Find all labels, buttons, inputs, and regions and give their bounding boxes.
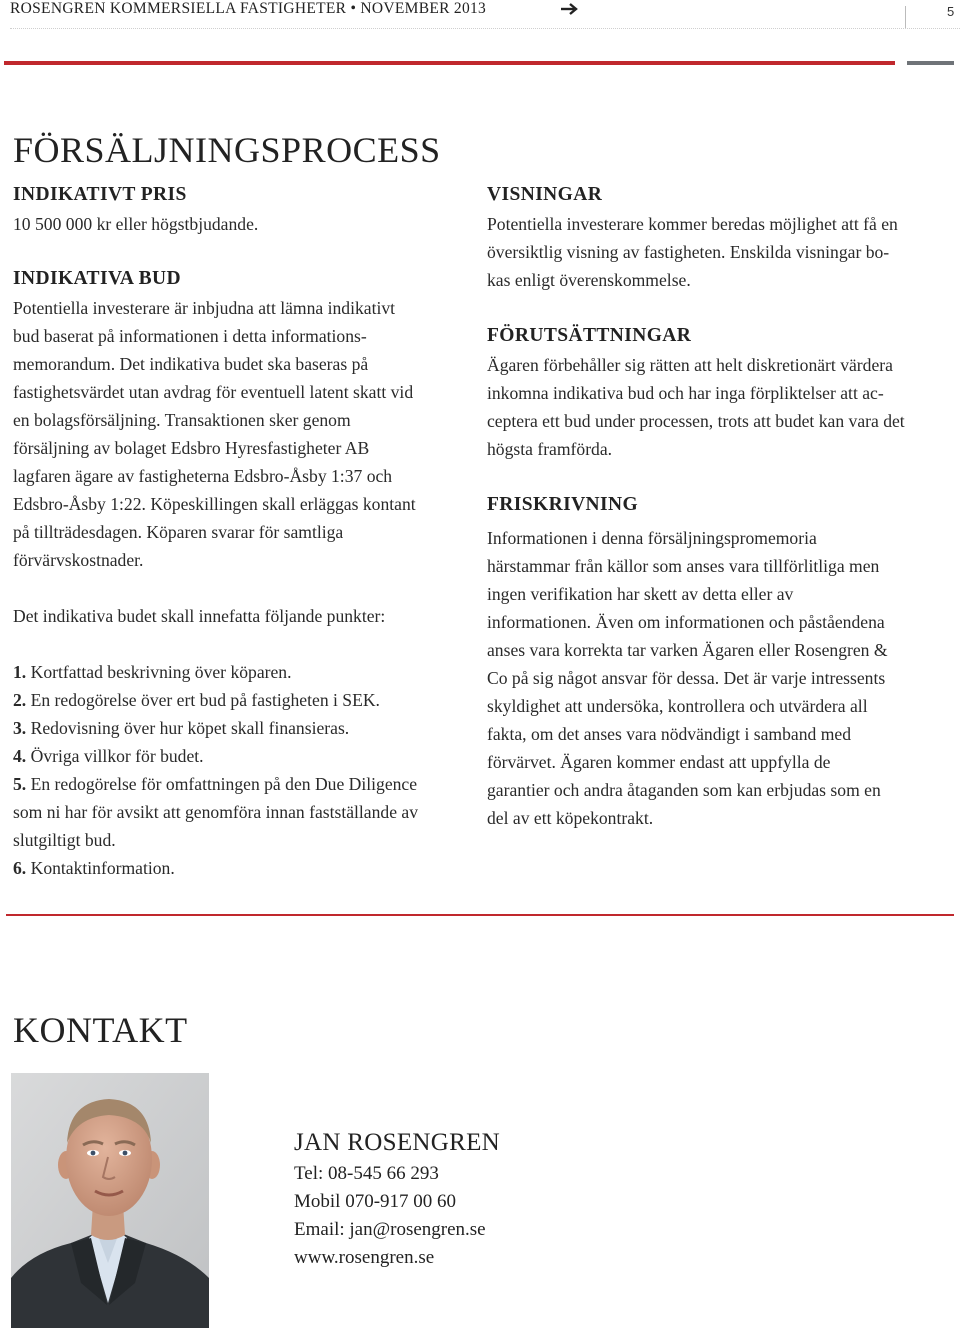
top-red-rule bbox=[4, 61, 895, 65]
paragraph-line: Informationen i denna försäljningspromemoria bbox=[487, 528, 817, 548]
heading-forutsattningar: FÖRUTSÄTTNINGAR bbox=[487, 325, 692, 346]
top-gray-rule bbox=[907, 61, 954, 65]
paragraph-line: del av ett köpekontrakt. bbox=[487, 808, 654, 828]
paragraph-line: försäljning av bolaget Edsbro Hyresfastigheter AB bbox=[13, 438, 370, 458]
paragraph-line: ceptera ett bud under processen, trots att budet kan vara det bbox=[487, 411, 905, 431]
paragraph-line: garantier och andra åtaganden som kan erbjudas som en bbox=[487, 780, 881, 800]
contact-phone[interactable]: Tel: 08-545 66 293 bbox=[294, 1163, 439, 1184]
paragraph-line: bud baserat på informationen i detta informations- bbox=[13, 326, 367, 346]
contact-mobile[interactable]: Mobil 070-917 00 60 bbox=[294, 1191, 457, 1212]
paragraph-line: ingen verifikation har skett av detta eller av bbox=[487, 584, 794, 604]
section-divider bbox=[6, 914, 954, 916]
list-item: 4. Övriga villkor för budet. bbox=[13, 746, 204, 766]
page-number: 5 bbox=[947, 4, 955, 19]
paragraph-line: Potentiella investerare är inbjudna att lämna indikativt bbox=[13, 298, 396, 318]
paragraph-line: översiktlig visning av fastigheten. Enskilda visningar bo- bbox=[487, 242, 890, 262]
header-divider bbox=[905, 6, 906, 28]
header-title: ROSENGREN KOMMERSIELLA FASTIGHETER • NOVEMBER 2013 bbox=[10, 0, 487, 17]
left-column bbox=[13, 180, 463, 882]
price-text: 10 500 000 kr eller högstbjudande. bbox=[13, 214, 259, 234]
arrow-right-icon[interactable] bbox=[560, 2, 580, 16]
right-column bbox=[487, 180, 935, 832]
contact-photo bbox=[11, 1073, 209, 1328]
paragraph-line: kas enligt överenskommelse. bbox=[487, 270, 691, 290]
paragraph-line: härstammar från källor som anses vara tillförlitliga men bbox=[487, 556, 880, 576]
heading-visningar: VISNINGAR bbox=[487, 184, 603, 205]
header-dotted-rule bbox=[10, 28, 960, 29]
paragraph-line: Potentiella investerare kommer beredas möjlighet att få en bbox=[487, 214, 898, 234]
paragraph-line: högsta framförda. bbox=[487, 439, 613, 459]
paragraph-line: skyldighet att undersöka, kontrollera och utvärdera all bbox=[487, 696, 868, 716]
list-item-continuation: som ni har för avsikt att genomföra innan fastställande av bbox=[13, 802, 419, 822]
heading-indikativa-bud: INDIKATIVA BUD bbox=[13, 268, 181, 289]
requirements-list bbox=[13, 658, 463, 882]
paragraph-line: lagfaren ägare av fastigheterna Edsbro-Åsby 1:37 och bbox=[13, 466, 393, 486]
heading-indikativt-pris: INDIKATIVT PRIS bbox=[13, 184, 187, 205]
list-item-continuation: slutgiltigt bud. bbox=[13, 830, 116, 850]
paragraph-line: inkomna indikativa bud och har inga förpliktelser att ac- bbox=[487, 383, 884, 403]
contact-info bbox=[294, 1126, 694, 1272]
paragraph-line: anses vara korrekta tar varken Ägaren eller Rosengren & bbox=[487, 640, 888, 660]
paragraph-line: förvärvet. Ägaren kommer endast att uppfylla de bbox=[487, 752, 831, 772]
paragraph-line: informationen. Även om informationen och påståendena bbox=[487, 612, 885, 632]
list-intro: Det indikativa budet skall innefatta följande punkter: bbox=[13, 606, 386, 626]
contact-name: JAN ROSENGREN bbox=[294, 1129, 500, 1156]
contact-title: KONTAKT bbox=[13, 1010, 188, 1050]
contact-email[interactable]: Email: jan@rosengren.se bbox=[294, 1219, 486, 1240]
bud-paragraph bbox=[13, 294, 463, 574]
paragraph-line: förvärvskostnader. bbox=[13, 550, 144, 570]
paragraph-line: Co på sig något ansvar för dessa. Det är varje intressents bbox=[487, 668, 886, 688]
heading-friskrivning: FRISKRIVNING bbox=[487, 494, 639, 515]
paragraph-line: på tillträdesdagen. Köparen svarar för samtliga bbox=[13, 522, 344, 542]
paragraph-line: memorandum. Det indikativa budet ska baseras på bbox=[13, 354, 369, 374]
paragraph-line: Ägaren förbehåller sig rätten att helt diskretionärt värdera bbox=[487, 355, 893, 375]
list-item: 3. Redovisning över hur köpet skall finansieras. bbox=[13, 718, 350, 738]
list-item: 1. Kortfattad beskrivning över köparen. bbox=[13, 662, 292, 682]
paragraph-line: en bolagsförsäljning. Transaktionen sker genom bbox=[13, 410, 351, 430]
list-item: 6. Kontaktinformation. bbox=[13, 858, 175, 878]
page-header bbox=[10, 0, 955, 32]
list-item: 2. En redogörelse över ert bud på fastigheten i SEK. bbox=[13, 690, 380, 710]
list-item: 5. En redogörelse för omfattningen på den Due Diligence bbox=[13, 774, 418, 794]
paragraph-line: fakta, om det anses vara nödvändigt i samband med bbox=[487, 724, 851, 744]
contact-website-link[interactable]: www.rosengren.se bbox=[294, 1247, 435, 1268]
paragraph-line: fastighetsvärdet utan avdrag för eventuell latent skatt vid bbox=[13, 382, 414, 402]
paragraph-line: Edsbro-Åsby 1:22. Köpeskillingen skall erläggas kontant bbox=[13, 494, 416, 514]
section-title: FÖRSÄLJNINGSPROCESS bbox=[13, 130, 441, 170]
